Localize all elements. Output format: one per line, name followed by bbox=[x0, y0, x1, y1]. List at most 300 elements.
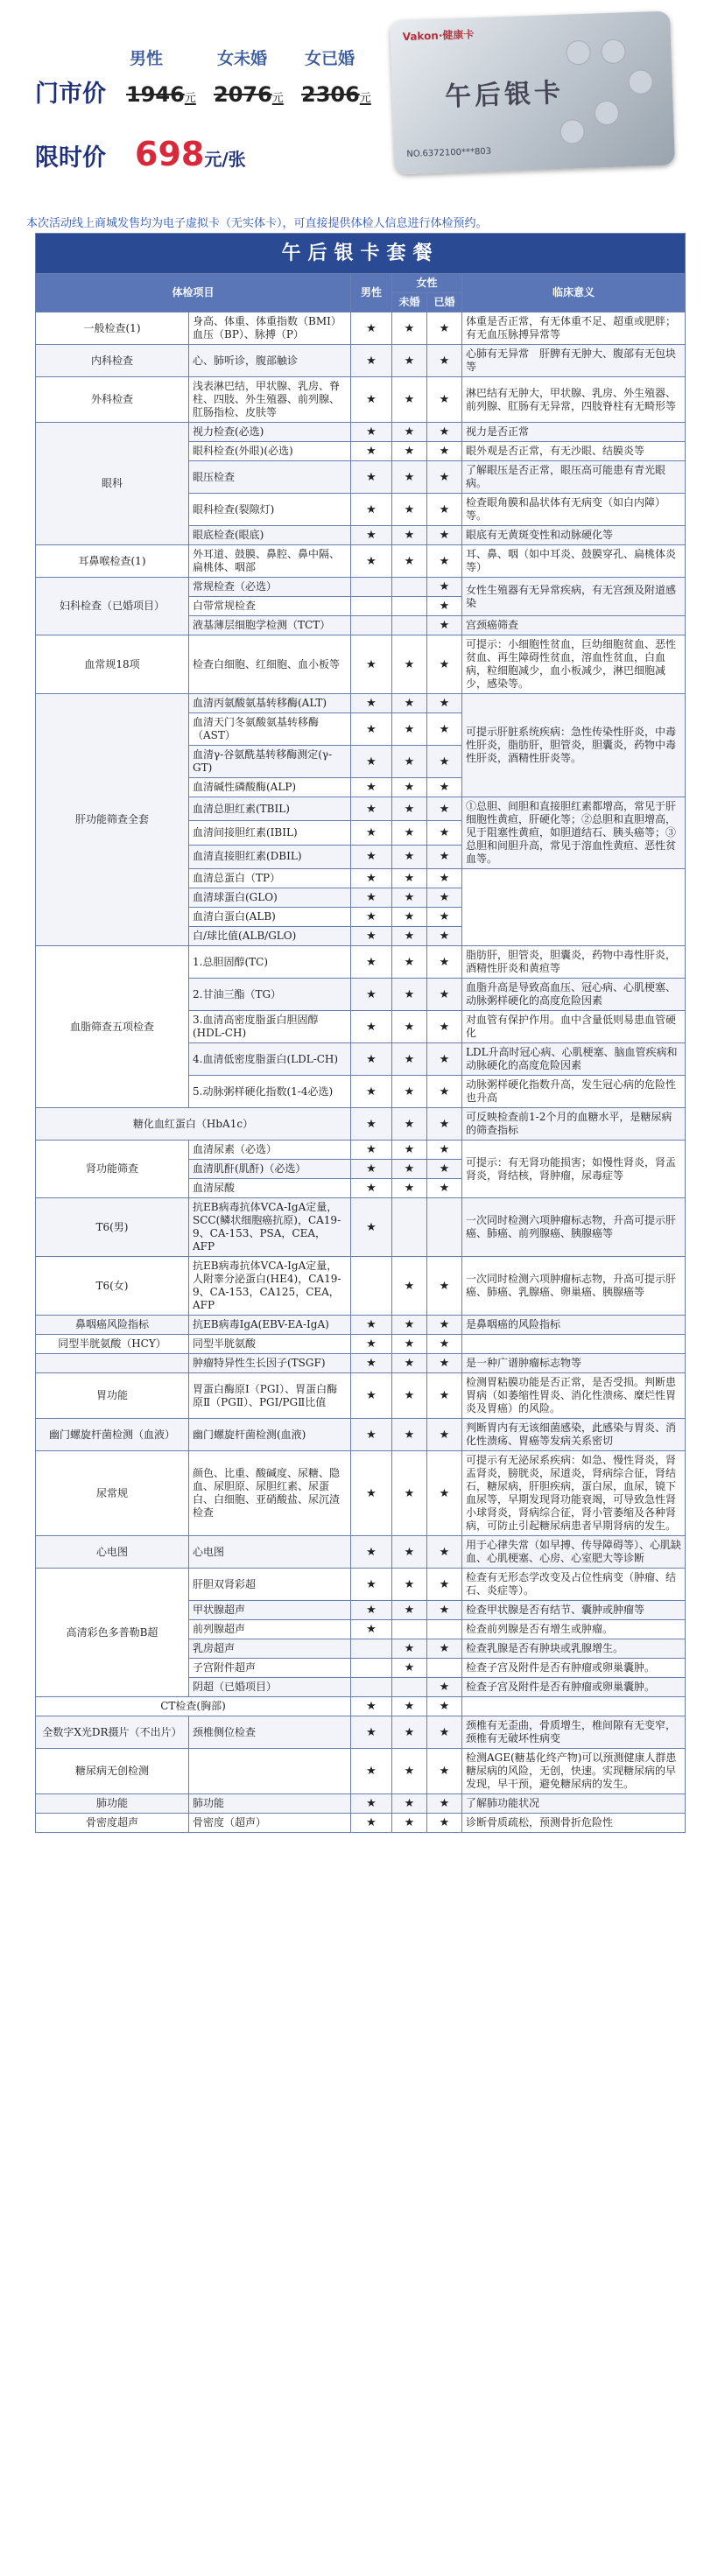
item-cell: 甲状腺超声 bbox=[189, 1601, 351, 1620]
unmarried-mark: ★ bbox=[392, 946, 427, 979]
item-cell: 抗EB病毒抗体VCA-IgA定量，SCC(鳞状细胞癌抗原)，CA19-9、CA-153、PSA，CEA，AFP bbox=[189, 1198, 351, 1257]
married-mark: ★ bbox=[427, 979, 462, 1011]
price-column-headers bbox=[35, 46, 394, 69]
unmarried-mark bbox=[392, 1198, 427, 1257]
unmarried-mark: ★ bbox=[392, 1419, 427, 1451]
meaning-cell: 是鼻咽癌的风险指标 bbox=[462, 1316, 686, 1335]
item-cell: 血清丙氨酸氨基转移酶(ALT) bbox=[189, 694, 351, 713]
male-mark: ★ bbox=[351, 494, 392, 526]
item-cell: 眼科检查(外眼)(必选) bbox=[189, 442, 351, 461]
store-price-unmarried: 2076元 bbox=[214, 82, 284, 107]
married-mark: ★ bbox=[427, 927, 462, 946]
meaning-cell: 对血管有保护作用。血中含量低则易患血管硬化 bbox=[462, 1011, 686, 1043]
item-cell: 血清碱性磷酸酶(ALP) bbox=[189, 778, 351, 797]
married-mark: ★ bbox=[427, 1179, 462, 1198]
meaning-cell: 女性生殖器有无异常疾病，有无宫颈及附道感染 bbox=[462, 578, 686, 616]
item-cell: 抗EB病毒IgA(EBV-EA-IgA) bbox=[189, 1316, 351, 1335]
married-mark: ★ bbox=[427, 1716, 462, 1749]
category-cell bbox=[36, 1354, 189, 1373]
married-mark: ★ bbox=[427, 1373, 462, 1419]
married-mark: ★ bbox=[427, 461, 462, 494]
item-cell: 外耳道、鼓膜、鼻腔、鼻中隔、扁桃体、咽部 bbox=[189, 545, 351, 578]
table-row bbox=[36, 1749, 686, 1794]
unmarried-mark: ★ bbox=[392, 778, 427, 797]
item-cell: 肿瘤特异性生长因子(TSGF) bbox=[189, 1354, 351, 1373]
item-cell: 白带常规检查 bbox=[189, 597, 351, 616]
male-mark: ★ bbox=[351, 845, 392, 868]
married-mark: ★ bbox=[427, 888, 462, 908]
meaning-cell: 检查有无形态学改变及占位性病变（肿瘤、结石、炎症等）。 bbox=[462, 1569, 686, 1601]
unmarried-mark bbox=[392, 578, 427, 597]
card-brand: Vakon·健康卡 bbox=[402, 28, 475, 44]
meaning-cell: 了解肺功能状况 bbox=[462, 1794, 686, 1814]
category-cell: T6(男) bbox=[36, 1198, 189, 1257]
unmarried-mark: ★ bbox=[392, 1697, 427, 1716]
item-cell: 抗EB病毒抗体VCA-IgA定量，人附睾分泌蛋白(HE4)，CA19-9、CA-153，CA125，CEA，AFP bbox=[189, 1257, 351, 1316]
married-mark: ★ bbox=[427, 869, 462, 888]
married-mark: ★ bbox=[427, 526, 462, 545]
item-cell: 血清球蛋白(GLO) bbox=[189, 888, 351, 908]
header-unmarried: 未婚 bbox=[392, 293, 427, 312]
married-mark: ★ bbox=[427, 1569, 462, 1601]
unmarried-mark: ★ bbox=[392, 1569, 427, 1601]
notice-text: 本次活动线上商城发售均为电子虚拟卡（无实体卡），可直接提供体检人信息进行体检预约。 bbox=[26, 217, 488, 230]
male-mark: ★ bbox=[351, 1749, 392, 1794]
table-row bbox=[36, 1419, 686, 1451]
category-cell: 糖尿病无创检测 bbox=[36, 1749, 189, 1794]
married-mark: ★ bbox=[427, 1639, 462, 1659]
table-row bbox=[36, 578, 686, 597]
meaning-cell: 动脉粥样硬化指数升高，发生冠心病的危险性也升高 bbox=[462, 1076, 686, 1108]
category-cell: 内科检查 bbox=[36, 345, 189, 377]
store-price-male: 1946元 bbox=[126, 82, 196, 107]
married-mark: ★ bbox=[427, 908, 462, 927]
unmarried-mark: ★ bbox=[392, 1354, 427, 1373]
married-mark: ★ bbox=[427, 1160, 462, 1179]
male-mark bbox=[351, 1678, 392, 1697]
card-title: 午后银卡 bbox=[444, 77, 565, 113]
married-mark: ★ bbox=[427, 1043, 462, 1076]
unmarried-mark: ★ bbox=[392, 1749, 427, 1794]
category-cell: 尿常规 bbox=[36, 1451, 189, 1536]
male-mark: ★ bbox=[351, 1160, 392, 1179]
item-cell: 血清总胆红素(TBIL) bbox=[189, 797, 351, 821]
table-row bbox=[36, 1354, 686, 1373]
category-cell: 血脂筛查五项检查 bbox=[36, 946, 189, 1108]
item-cell: 血清γ-谷氨酰基转移酶测定(γ-GT) bbox=[189, 746, 351, 778]
unmarried-mark: ★ bbox=[392, 694, 427, 713]
category-cell: 肾功能筛查 bbox=[36, 1141, 189, 1198]
unmarried-mark: ★ bbox=[392, 888, 427, 908]
married-mark: ★ bbox=[427, 1678, 462, 1697]
store-price-row bbox=[35, 74, 394, 109]
meaning-cell: 是一种广谱肿瘤标志物等 bbox=[462, 1354, 686, 1373]
married-mark: ★ bbox=[427, 946, 462, 979]
category-cell: 肝功能筛查全套 bbox=[36, 694, 189, 946]
male-mark: ★ bbox=[351, 946, 392, 979]
male-mark: ★ bbox=[351, 1141, 392, 1160]
meaning-cell: 淋巴结有无肿大，甲状腺、乳房、外生殖器、前列腺、肛肠有无异常，四肢脊柱有无畸形等 bbox=[462, 377, 686, 423]
item-cell: 乳房超声 bbox=[189, 1639, 351, 1659]
male-mark: ★ bbox=[351, 1601, 392, 1620]
married-mark: ★ bbox=[427, 1335, 462, 1354]
male-mark: ★ bbox=[351, 1716, 392, 1749]
male-mark bbox=[351, 578, 392, 597]
item-cell: 血清尿酸 bbox=[189, 1179, 351, 1198]
item-cell: 心电图 bbox=[189, 1536, 351, 1569]
category-cell: 胃功能 bbox=[36, 1373, 189, 1419]
table-row bbox=[36, 635, 686, 694]
item-cell: 5.动脉粥样硬化指数(1-4必选) bbox=[189, 1076, 351, 1108]
male-mark: ★ bbox=[351, 1316, 392, 1335]
married-mark: ★ bbox=[427, 377, 462, 423]
married-mark: ★ bbox=[427, 1354, 462, 1373]
table-row bbox=[36, 423, 686, 442]
married-mark: ★ bbox=[427, 345, 462, 377]
unmarried-mark: ★ bbox=[392, 1451, 427, 1536]
unmarried-mark: ★ bbox=[392, 1814, 427, 1833]
meaning-cell: 一次同时检测六项肿瘤标志物，升高可提示肝癌、肺癌、前列腺癌、胰腺癌等 bbox=[462, 1198, 686, 1257]
married-mark: ★ bbox=[427, 494, 462, 526]
male-mark: ★ bbox=[351, 1536, 392, 1569]
unmarried-mark: ★ bbox=[392, 713, 427, 746]
meaning-cell: 眼外观是否正常，有无沙眼、结膜炎等 bbox=[462, 442, 686, 461]
married-mark: ★ bbox=[427, 578, 462, 597]
category-cell: 鼻咽癌风险指标 bbox=[36, 1316, 189, 1335]
meaning-cell: 用于心律失常（如早搏、传导障碍等）、心肌缺血、心肌梗塞、心房、心室肥大等诊断 bbox=[462, 1536, 686, 1569]
married-mark: ★ bbox=[427, 1814, 462, 1833]
meaning-cell bbox=[462, 1697, 686, 1716]
unmarried-mark: ★ bbox=[392, 1179, 427, 1198]
male-mark bbox=[351, 1257, 392, 1316]
item-cell: 眼压检查 bbox=[189, 461, 351, 494]
meaning-cell: 检查前列腺是否有增生或肿瘤。 bbox=[462, 1620, 686, 1639]
store-price-label: 门市价 bbox=[35, 81, 106, 108]
male-mark: ★ bbox=[351, 713, 392, 746]
male-mark: ★ bbox=[351, 1335, 392, 1354]
married-mark bbox=[427, 1659, 462, 1678]
category-cell: 骨密度超声 bbox=[36, 1814, 189, 1833]
unmarried-mark: ★ bbox=[392, 1335, 427, 1354]
unmarried-mark: ★ bbox=[392, 1373, 427, 1419]
unmarried-mark: ★ bbox=[392, 797, 427, 821]
item-cell: 心、肺听诊，腹部触诊 bbox=[189, 345, 351, 377]
category-cell: 全数字X光DR摄片（不出片） bbox=[36, 1716, 189, 1749]
meaning-cell bbox=[462, 1335, 686, 1354]
category-cell: 眼科 bbox=[36, 423, 189, 545]
male-mark: ★ bbox=[351, 1794, 392, 1814]
unmarried-mark bbox=[392, 616, 427, 635]
unmarried-mark: ★ bbox=[392, 1536, 427, 1569]
married-mark bbox=[427, 1620, 462, 1639]
married-mark: ★ bbox=[427, 694, 462, 713]
male-mark: ★ bbox=[351, 1373, 392, 1419]
table-row bbox=[36, 1716, 686, 1749]
table-row bbox=[36, 1335, 686, 1354]
married-mark bbox=[427, 1198, 462, 1257]
married-mark: ★ bbox=[427, 545, 462, 578]
male-mark: ★ bbox=[351, 927, 392, 946]
table-row bbox=[36, 1814, 686, 1833]
table-row bbox=[36, 946, 686, 979]
unmarried-mark bbox=[392, 597, 427, 616]
limit-price-label: 限时价 bbox=[35, 144, 106, 172]
meaning-cell: 检查子宫及附件是否有肿瘤或卵巢囊肿。 bbox=[462, 1659, 686, 1678]
male-mark: ★ bbox=[351, 1620, 392, 1639]
meaning-cell: 耳、鼻、咽（如中耳炎、鼓膜穿孔、扁桃体炎等） bbox=[462, 545, 686, 578]
item-cell: 3.血清高密度脂蛋白胆固醇(HDL-CH) bbox=[189, 1011, 351, 1043]
meaning-cell: 检测胃粘膜功能是否正常，是否受损。判断患胃病（如萎缩性胃炎、消化性溃疡、糜烂性胃炎及胃癌）的风险。 bbox=[462, 1373, 686, 1419]
married-mark: ★ bbox=[427, 1141, 462, 1160]
male-mark: ★ bbox=[351, 1108, 392, 1141]
item-cell: 血清尿素（必选） bbox=[189, 1141, 351, 1160]
unmarried-mark bbox=[392, 1678, 427, 1697]
unmarried-mark: ★ bbox=[392, 845, 427, 868]
unmarried-mark bbox=[392, 1620, 427, 1639]
male-mark: ★ bbox=[351, 778, 392, 797]
package-table bbox=[35, 233, 686, 1833]
unmarried-mark: ★ bbox=[392, 1794, 427, 1814]
meaning-cell: 检查子宫及附件是否有肿瘤或卵巢囊肿。 bbox=[462, 1678, 686, 1697]
unmarried-mark: ★ bbox=[392, 1601, 427, 1620]
male-mark bbox=[351, 1639, 392, 1659]
married-mark: ★ bbox=[427, 312, 462, 345]
item-cell: 子宫附件超声 bbox=[189, 1659, 351, 1678]
meaning-cell: 心肺有无异常 肝脾有无肿大、腹部有无包块等 bbox=[462, 345, 686, 377]
item-cell: 血清天门冬氨酸氨基转移酶（AST） bbox=[189, 713, 351, 746]
card-dot-decoration bbox=[566, 40, 591, 66]
item-cell: 液基薄层细胞学检测（TCT） bbox=[189, 616, 351, 635]
unmarried-mark: ★ bbox=[392, 1659, 427, 1678]
meaning-cell: 检查眼角膜和晶状体有无病变（如白内障）等。 bbox=[462, 494, 686, 526]
male-mark: ★ bbox=[351, 1076, 392, 1108]
unmarried-mark: ★ bbox=[392, 442, 427, 461]
category-cell: 妇科检查（已婚项目） bbox=[36, 578, 189, 635]
table-row bbox=[36, 312, 686, 345]
married-mark: ★ bbox=[427, 797, 462, 821]
limit-price-value: 698 bbox=[135, 135, 205, 173]
meaning-cell: 检查乳腺是否有肿块或乳腺增生。 bbox=[462, 1639, 686, 1659]
married-mark: ★ bbox=[427, 635, 462, 694]
unmarried-mark: ★ bbox=[392, 461, 427, 494]
male-mark: ★ bbox=[351, 545, 392, 578]
unmarried-mark: ★ bbox=[392, 1076, 427, 1108]
married-mark: ★ bbox=[427, 1108, 462, 1141]
male-mark: ★ bbox=[351, 746, 392, 778]
male-mark: ★ bbox=[351, 461, 392, 494]
item-cell: 前列腺超声 bbox=[189, 1620, 351, 1639]
married-mark: ★ bbox=[427, 616, 462, 635]
male-mark: ★ bbox=[351, 1198, 392, 1257]
unmarried-mark: ★ bbox=[392, 746, 427, 778]
unmarried-mark: ★ bbox=[392, 908, 427, 927]
item-cell: 血清总蛋白（TP） bbox=[189, 869, 351, 888]
male-mark: ★ bbox=[351, 442, 392, 461]
table-row bbox=[36, 1536, 686, 1569]
table-row bbox=[36, 1794, 686, 1814]
male-mark: ★ bbox=[351, 1814, 392, 1833]
meaning-cell: LDL升高时冠心病、心肌梗塞、脑血管疾病和动脉硬化的高度危险因素 bbox=[462, 1043, 686, 1076]
married-mark: ★ bbox=[427, 1316, 462, 1335]
male-mark: ★ bbox=[351, 526, 392, 545]
married-mark: ★ bbox=[427, 1451, 462, 1536]
unmarried-mark: ★ bbox=[392, 1108, 427, 1141]
limit-price-row bbox=[35, 135, 394, 173]
item-cell: 白/球比值(ALB/GLO) bbox=[189, 927, 351, 946]
table-row bbox=[36, 1697, 686, 1716]
header-male: 男性 bbox=[351, 274, 392, 312]
meaning-cell: 可提示有无泌尿系疾病：如急、慢性肾炎，肾盂肾炎，膀胱炎，尿道炎，肾病综合征，肾结石，糖尿病，肝胆疾病，蛋白尿，血尿，镜下血尿等，早期发现肾功能衰竭，可导致急性肾小球肾炎，肾病综合征，肾小管萎缩及各种肾病，可防止引起糖尿病患者早期肾病的发生。 bbox=[462, 1451, 686, 1536]
married-mark: ★ bbox=[427, 1257, 462, 1316]
male-mark bbox=[351, 616, 392, 635]
male-mark: ★ bbox=[351, 1697, 392, 1716]
unmarried-mark: ★ bbox=[392, 979, 427, 1011]
unmarried-mark: ★ bbox=[392, 927, 427, 946]
silver-card-image bbox=[390, 11, 675, 174]
item-cell: 眼科检查(裂隙灯) bbox=[189, 494, 351, 526]
married-mark: ★ bbox=[427, 1794, 462, 1814]
item-cell: 血清间接胆红素(IBIL) bbox=[189, 821, 351, 845]
married-mark: ★ bbox=[427, 442, 462, 461]
item-cell: 血清白蛋白(ALB) bbox=[189, 908, 351, 927]
item-cell: 血清直接胆红素(DBIL) bbox=[189, 845, 351, 868]
category-cell: 心电图 bbox=[36, 1536, 189, 1569]
married-mark: ★ bbox=[427, 597, 462, 616]
item-cell: 肝胆双肾彩超 bbox=[189, 1569, 351, 1601]
unmarried-mark: ★ bbox=[392, 869, 427, 888]
married-mark: ★ bbox=[427, 821, 462, 845]
item-cell: 检查白细胞、红细胞、血小板等 bbox=[189, 635, 351, 694]
item-cell: 肺功能 bbox=[189, 1794, 351, 1814]
item-cell: 颜色、比重、酸碱度、尿糖、隐血、尿胆原、尿胆红素、尿蛋白、白细胞、亚硝酸盐、尿沉渣检查 bbox=[189, 1451, 351, 1536]
category-cell: 血常规18项 bbox=[36, 635, 189, 694]
unmarried-mark: ★ bbox=[392, 1160, 427, 1179]
col-male-label: 男性 bbox=[130, 49, 164, 68]
married-mark: ★ bbox=[427, 845, 462, 868]
meaning-cell: ①总胆、间胆和直接胆红素都增高，常见于肝细胞性黄疸，肝硬化等；②总胆和直胆增高，见于阻塞性黄疸，如胆道结石、胰头癌等；③总胆和间胆升高，常见于溶血性黄疸、恶性贫血等。 bbox=[462, 797, 686, 869]
male-mark: ★ bbox=[351, 1043, 392, 1076]
item-cell: 常规检查（必选） bbox=[189, 578, 351, 597]
item-cell: 骨密度（超声） bbox=[189, 1814, 351, 1833]
category-cell: 糖化血红蛋白（HbA1c） bbox=[36, 1108, 351, 1141]
table-row bbox=[36, 694, 686, 713]
meaning-cell: 可提示肝脏系统疾病：急性传染性肝炎，中毒性肝炎，脂肪肝，胆管炎，胆囊炎，药物中毒性肝炎，酒精性肝炎等。 bbox=[462, 694, 686, 797]
store-price-married: 2306元 bbox=[301, 82, 371, 107]
married-mark: ★ bbox=[427, 1076, 462, 1108]
male-mark: ★ bbox=[351, 1451, 392, 1536]
male-mark: ★ bbox=[351, 869, 392, 888]
card-dot-decoration bbox=[594, 101, 619, 126]
category-cell: CT检查(胸部) bbox=[36, 1697, 351, 1716]
meaning-cell: 视力是否正常 bbox=[462, 423, 686, 442]
male-mark: ★ bbox=[351, 821, 392, 845]
table-row bbox=[36, 1257, 686, 1316]
male-mark: ★ bbox=[351, 1011, 392, 1043]
meaning-cell: 可提示：有无肾功能损害；如慢性肾炎，肾盂肾炎，肾结核，肾肿瘤，尿毒症等 bbox=[462, 1141, 686, 1198]
unmarried-mark: ★ bbox=[392, 1141, 427, 1160]
meaning-cell: 眼底有无黄斑变性和动脉硬化等 bbox=[462, 526, 686, 545]
table-row bbox=[36, 345, 686, 377]
item-cell: 身高、体重、体重指数（BMI）血压（BP）、脉搏（P） bbox=[189, 312, 351, 345]
unmarried-mark: ★ bbox=[392, 1257, 427, 1316]
male-mark: ★ bbox=[351, 635, 392, 694]
meaning-cell: 一次同时检测六项肿瘤标志物，升高可提示肝癌、肺癌、乳腺癌、卵巢癌、胰腺癌等 bbox=[462, 1257, 686, 1316]
unmarried-mark: ★ bbox=[392, 1043, 427, 1076]
table-row bbox=[36, 1198, 686, 1257]
table-row bbox=[36, 1108, 686, 1141]
male-mark: ★ bbox=[351, 1419, 392, 1451]
male-mark: ★ bbox=[351, 797, 392, 821]
item-cell: 浅表淋巴结，甲状腺、乳房、脊柱、四肢、外生殖器、前列腺、肛肠指检、皮肤等 bbox=[189, 377, 351, 423]
meaning-cell: 颈椎有无歪曲，骨质增生，椎间隙有无变窄，颈椎有无破坏性病变 bbox=[462, 1716, 686, 1749]
category-cell: 同型半胱氨酸（HCY） bbox=[36, 1335, 189, 1354]
category-cell: T6(女) bbox=[36, 1257, 189, 1316]
male-mark: ★ bbox=[351, 1179, 392, 1198]
unmarried-mark: ★ bbox=[392, 526, 427, 545]
col-unmarried-label: 女未婚 bbox=[217, 49, 268, 68]
table-title: 午后银卡套餐 bbox=[36, 234, 686, 274]
meaning-cell: 诊断骨质疏松，预测骨折危险性 bbox=[462, 1814, 686, 1833]
category-cell: 幽门螺旋杆菌检测（血液） bbox=[36, 1419, 189, 1451]
meaning-cell: 检查甲状腺是否有结节、囊肿或肿瘤等 bbox=[462, 1601, 686, 1620]
married-mark: ★ bbox=[427, 713, 462, 746]
meaning-cell: 体重是否正常，有无体重不足、超重或肥胖；有无血压脉搏异常等 bbox=[462, 312, 686, 345]
meaning-cell: 脂肪肝，胆管炎，胆囊炎，药物中毒性肝炎，酒精性肝炎和黄疸等 bbox=[462, 946, 686, 979]
item-cell: 眼底检查(眼底) bbox=[189, 526, 351, 545]
meaning-cell: 可反映检查前1-2个月的血糖水平，是糖尿病的筛查指标 bbox=[462, 1108, 686, 1141]
male-mark bbox=[351, 597, 392, 616]
item-cell: 4.血清低密度脂蛋白(LDL-CH) bbox=[189, 1043, 351, 1076]
table-row bbox=[36, 1569, 686, 1601]
card-dot-decoration bbox=[601, 39, 626, 64]
male-mark: ★ bbox=[351, 312, 392, 345]
item-cell: 同型半胱氨酸 bbox=[189, 1335, 351, 1354]
unmarried-mark: ★ bbox=[392, 821, 427, 845]
unmarried-mark: ★ bbox=[392, 423, 427, 442]
item-cell bbox=[189, 1749, 351, 1794]
table-row bbox=[36, 1141, 686, 1160]
item-cell: 幽门螺旋杆菌检测(血液) bbox=[189, 1419, 351, 1451]
promo-header bbox=[0, 0, 718, 201]
meaning-cell: 血脂升高是导致高血压、冠心病、心肌梗塞、动脉粥样硬化的高度危险因素 bbox=[462, 979, 686, 1011]
table-row bbox=[36, 1373, 686, 1419]
table-row bbox=[36, 1316, 686, 1335]
male-mark: ★ bbox=[351, 979, 392, 1011]
col-married-label: 女已婚 bbox=[305, 49, 355, 68]
married-mark: ★ bbox=[427, 1697, 462, 1716]
category-cell: 耳鼻喉检查(1) bbox=[36, 545, 189, 578]
married-mark: ★ bbox=[427, 423, 462, 442]
card-number: NO.6372100***803 bbox=[406, 146, 492, 160]
meaning-cell: 宫颈癌筛查 bbox=[462, 616, 686, 635]
married-mark: ★ bbox=[427, 1419, 462, 1451]
male-mark: ★ bbox=[351, 345, 392, 377]
unmarried-mark: ★ bbox=[392, 345, 427, 377]
category-cell: 高清彩色多普勒B超 bbox=[36, 1569, 189, 1697]
card-dot-decoration bbox=[628, 69, 653, 95]
married-mark: ★ bbox=[427, 1749, 462, 1794]
unmarried-mark: ★ bbox=[392, 635, 427, 694]
item-cell: 视力检查(必选) bbox=[189, 423, 351, 442]
meaning-cell: 了解眼压是否正常，眼压高可能患有青光眼病。 bbox=[462, 461, 686, 494]
header-married: 已婚 bbox=[427, 293, 462, 312]
unmarried-mark: ★ bbox=[392, 312, 427, 345]
item-cell: 阴超（已婚项目） bbox=[189, 1678, 351, 1697]
table-row bbox=[36, 377, 686, 423]
male-mark: ★ bbox=[351, 908, 392, 927]
meaning-cell: 判断胃内有无该细菌感染，此感染与胃炎、消化性溃疡、胃癌等发病关系密切 bbox=[462, 1419, 686, 1451]
item-cell: 颈椎侧位检查 bbox=[189, 1716, 351, 1749]
